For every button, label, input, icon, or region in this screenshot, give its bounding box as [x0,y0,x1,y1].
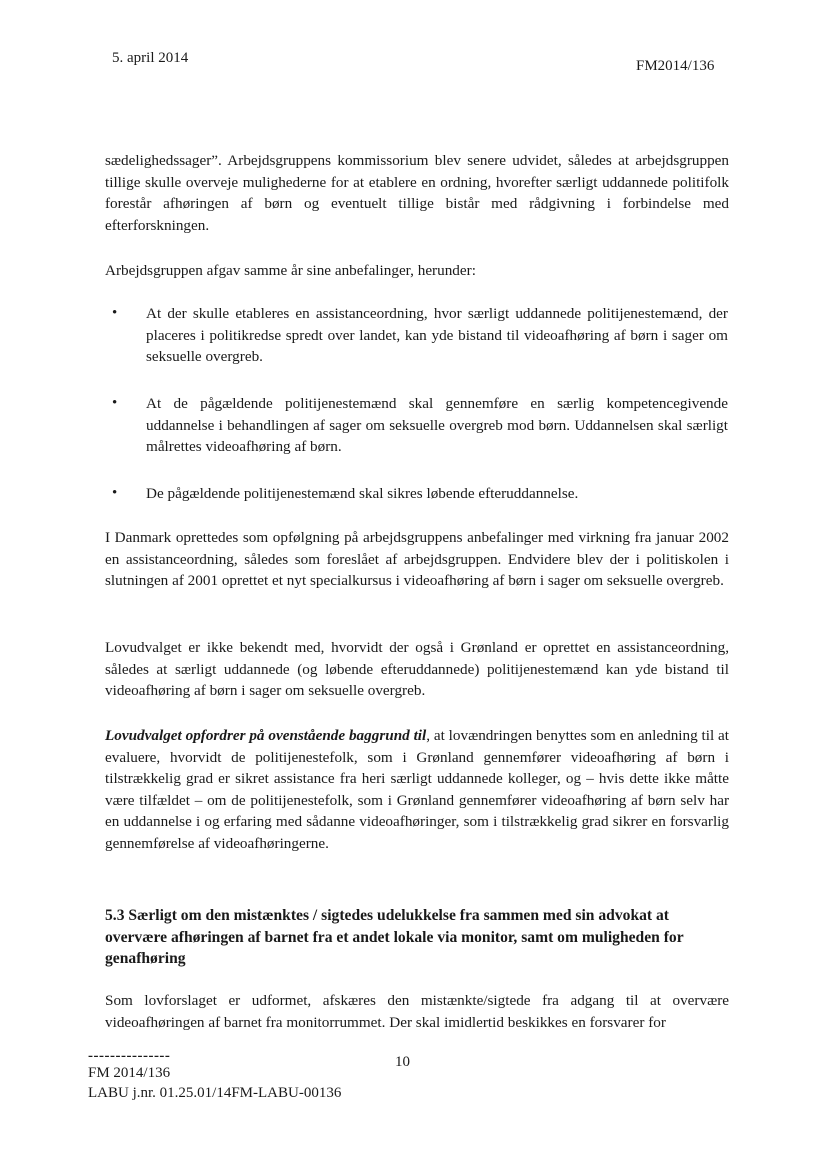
page-number: 10 [395,1054,410,1070]
bullet-text: At der skulle etableres en assistanceordning, hvor særligt uddannede politijenestemænd, der placeres i politikredse spredt over landet, kan yde bistand til videoafhøring af børn i sager om seksuelle overgreb. [146,305,728,366]
paragraph-6: Som lovforslaget er udformet, afskæres den mistænkte/sigtede fra adgang til at overvære videoafhøringen af barnet fra monitorrummet. Der skal imidlertid beskikkes en forsvarer for [105,992,729,1031]
footer-reference: FM 2014/136 [88,1065,171,1081]
section-heading: 5.3 Særligt om den mistænktes / sigtedes udelukkelse fra sammen med sin advokat at overvære afhøringen af barnet fra et andet lokale via monitor, samt om muligheden for genafhøring [105,907,684,968]
footer-rule: --------------- [88,1048,171,1064]
footer-journal-number: LABU j.nr. 01.25.01/14FM-LABU-00136 [88,1085,342,1101]
bullet-text: De pågældende politijenestemænd skal sikres løbende efteruddannelse. [146,485,579,502]
paragraph-5-rest: , at lovændringen benyttes som en anledning til at evaluere, hvorvidt de politijenestefolk, som i Grønland gennemfører videoafhøring af børn i tilstrækkelig grad er sikret assistance fra heri særligt uddannede kolleger, og – hvis dette ikke måtte være tilfældet – om de politijenestefolk, som i Grønland gennemfører videoafhøring af børn selv har en uddannelse i og erfaring med sådanne videoafhøringer, som i tilstrækkelig grad sikrer en forsvarlig gennemførelse af videoafhøringerne. [105,727,729,852]
bullet-item-1 [112,303,728,368]
paragraph-1: sædelighedssager”. Arbejdsgruppens kommissorium blev senere udvidet, således at arbejdsgruppen tillige skulle overveje mulighederne for at etablere en ordning, hvorefter særligt uddannede politifolk forestår afhøringen af børn og eventuelt tillige bistår med rådgivning i forbindelse med efterforskningen. [105,152,729,234]
header-date: 5. april 2014 [112,50,189,66]
bullet-item-3 [112,483,728,505]
bullet-icon: • [112,305,118,321]
header-reference: FM2014/136 [636,58,715,74]
emphasis-text: Lovudvalget opfordrer på ovenstående baggrund til [105,727,427,744]
paragraph-2: Arbejdsgruppen afgav samme år sine anbefalinger, herunder: [105,262,476,279]
bullet-icon: • [112,395,118,411]
paragraph-3: I Danmark oprettedes som opfølgning på arbejdsgruppens anbefalinger med virkning fra januar 2002 en assistanceordning, således som foreslået af arbejdsgruppen. Endvidere blev der i politiskolen i slutningen af 2001 oprettet et nyt specialkursus i videoafhøring af børn i sager om seksuelle overgreb. [105,529,729,590]
bullet-text: At de pågældende politijenestemænd skal gennemføre en særlig kompetencegivende uddannelse i behandlingen af sager om seksuelle overgreb mod børn. Uddannelsen skal særligt målrettes videoafhøring af børn. [146,395,728,456]
bullet-icon: • [112,485,118,501]
paragraph-4: Lovudvalget er ikke bekendt med, hvorvidt der også i Grønland er oprettet en assistanceordning, således at særligt uddannede (og løbende efteruddannede) politijenestemænd kan yde bistand til videoafhøring af børn i sager om seksuelle overgreb. [105,639,729,700]
bullet-item-2 [112,393,728,458]
paragraph-5 [105,725,729,855]
